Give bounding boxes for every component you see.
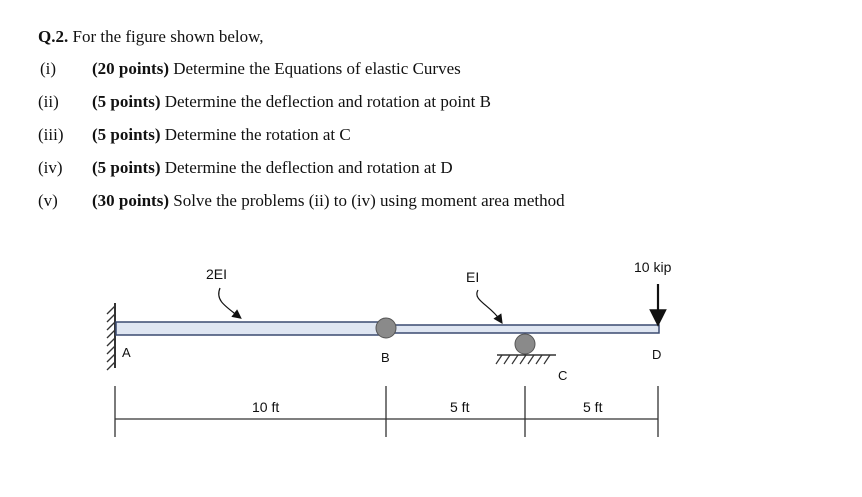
item-description: Determine the deflection and rotation at D bbox=[164, 158, 453, 177]
hinge-b bbox=[376, 318, 396, 338]
item-points: (20 points) bbox=[92, 59, 169, 78]
item-roman: (i) bbox=[40, 59, 57, 78]
load-label: 10 kip bbox=[634, 259, 672, 275]
beam-segment-bd bbox=[386, 325, 659, 333]
dimension-label-cd: 5 ft bbox=[583, 399, 603, 415]
point-label-b: B bbox=[381, 350, 390, 365]
item-roman: (v) bbox=[38, 191, 58, 210]
roller-support-c bbox=[496, 334, 556, 364]
item-description: Determine the Equations of elastic Curves bbox=[173, 59, 461, 78]
item-roman: (iii) bbox=[38, 125, 64, 144]
point-label-c: C bbox=[558, 368, 568, 383]
item-points: (5 points) bbox=[92, 125, 161, 144]
question-prompt: For the figure shown below, bbox=[72, 27, 264, 46]
item-roman: (iv) bbox=[38, 158, 63, 177]
stiffness-label-bd: EI bbox=[466, 269, 480, 285]
fixed-support-a bbox=[107, 303, 115, 370]
stiffness-label-ab: 2EI bbox=[206, 266, 228, 282]
stiffness-leader-bd bbox=[477, 290, 500, 320]
item-roman: (ii) bbox=[38, 92, 59, 111]
item-points: (5 points) bbox=[92, 158, 161, 177]
dimension-label-bc: 5 ft bbox=[450, 399, 470, 415]
dimension-lines bbox=[115, 386, 658, 437]
item-points: (30 points) bbox=[92, 191, 169, 210]
point-label-d: D bbox=[652, 347, 662, 362]
dimension-label-ab: 10 ft bbox=[252, 399, 280, 415]
stiffness-leader-ab bbox=[219, 288, 238, 316]
beam-segment-ab bbox=[116, 322, 386, 335]
item-points: (5 points) bbox=[92, 92, 161, 111]
item-description: Determine the deflection and rotation at point B bbox=[164, 92, 491, 111]
point-label-a: A bbox=[122, 345, 131, 360]
question-number: Q.2. bbox=[38, 27, 69, 46]
item-description: Determine the rotation at C bbox=[164, 125, 351, 144]
item-description: Solve the problems (ii) to (iv) using moment area method bbox=[173, 191, 565, 210]
